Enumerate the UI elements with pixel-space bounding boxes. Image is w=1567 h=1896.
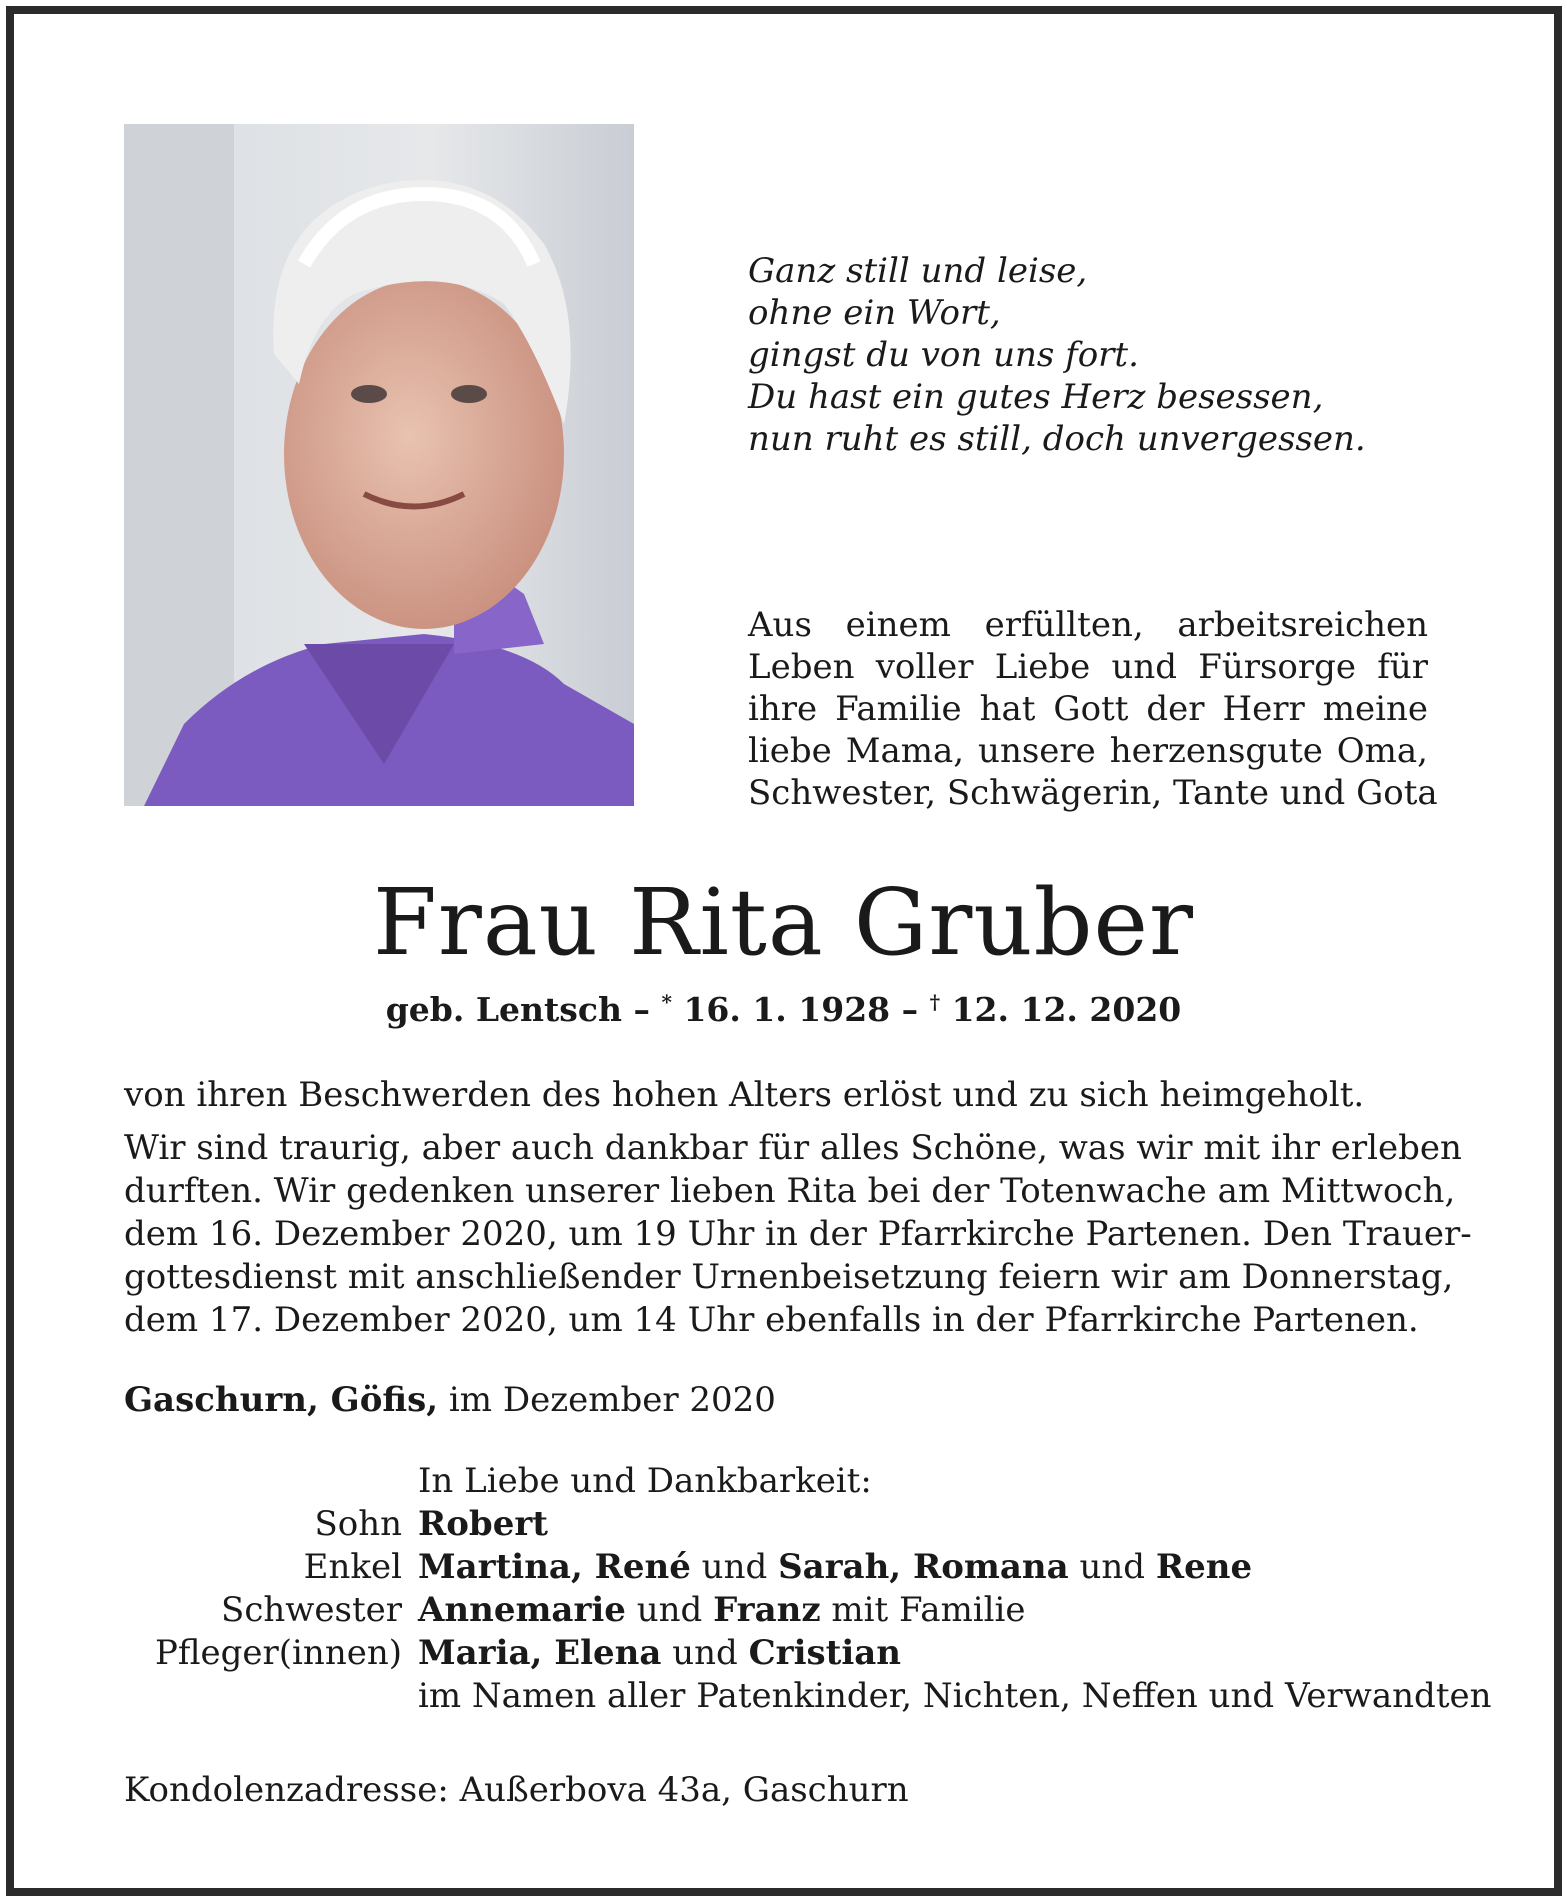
signer-role: Pfleger(innen) <box>154 1633 402 1673</box>
poem-line: gingst du von uns fort. <box>748 335 1139 375</box>
place-month: im Dezember 2020 <box>448 1380 776 1420</box>
body-line: dem 16. Dezember 2020, um 19 Uhr in der Pfarrkirche Partenen. Den Trauer- <box>124 1214 1472 1254</box>
signer-row <box>124 1546 1444 1589</box>
signer-names <box>418 1503 548 1546</box>
signer-row <box>124 1589 1444 1632</box>
birth-symbol: * <box>661 990 672 1014</box>
separator: – <box>901 990 919 1029</box>
life-dates <box>0 990 1567 1029</box>
signers-heading: In Liebe und Dankbarkeit: <box>418 1461 872 1501</box>
death-symbol: † <box>929 990 941 1014</box>
intro-line: ihre Familie hat Gott der Herr meine <box>748 689 1428 729</box>
signer-role: Schwester <box>221 1590 402 1630</box>
signer-name: Cristian <box>748 1633 902 1673</box>
signer-connector: und <box>690 1547 779 1587</box>
signer-name: Annemarie <box>418 1590 626 1630</box>
signer-name: Sarah, Romana <box>778 1547 1069 1587</box>
intro-line: Aus einem erfüllten, arbeitsreichen <box>748 605 1428 645</box>
signer-names <box>418 1589 1026 1632</box>
signer-row <box>124 1675 1492 1718</box>
intro-text <box>748 604 1438 814</box>
body-line: gottesdienst mit anschließender Urnenbeisetzung feiern wir am Donnerstag, <box>124 1257 1454 1297</box>
body-text <box>124 1074 1472 1342</box>
signer-connector: im Namen aller Patenkinder, Nichten, Neffen und Verwandten <box>418 1676 1492 1716</box>
place-names: Gaschurn, Göfis, <box>124 1380 439 1420</box>
signer-name: Maria, Elena <box>418 1633 662 1673</box>
signer-name: Robert <box>418 1504 548 1544</box>
signer-connector: und <box>661 1633 749 1673</box>
body-line: durften. Wir gedenken unserer lieben Rita bei der Totenwache am Mittwoch, <box>124 1171 1456 1211</box>
signer-name: Franz <box>713 1590 821 1630</box>
deceased-name: Frau Rita Gruber <box>373 869 1194 976</box>
signer-connector: und <box>625 1590 714 1630</box>
poem-line: nun ruht es still, doch unvergessen. <box>748 419 1366 459</box>
signer-row <box>124 1632 1444 1675</box>
signers-block <box>124 1460 1492 1718</box>
signer-row <box>124 1503 1444 1546</box>
portrait-photo-icon <box>124 124 634 806</box>
body-line: von ihren Beschwerden des hohen Alters erlöst und zu sich heimgeholt. <box>124 1075 1365 1115</box>
intro-line: Leben voller Liebe und Fürsorge für <box>748 647 1428 687</box>
signer-names <box>418 1546 1252 1589</box>
body-line: dem 17. Dezember 2020, um 14 Uhr ebenfalls in der Pfarrkirche Partenen. <box>124 1300 1419 1340</box>
body-line: Wir sind traurig, aber auch dankbar für alles Schöne, was wir mit ihr erleben <box>124 1128 1462 1168</box>
signer-name: Martina, René <box>418 1547 691 1587</box>
intro-line: Schwester, Schwägerin, Tante und Gota <box>748 773 1438 813</box>
signer-name: Rene <box>1155 1547 1253 1587</box>
signer-names <box>418 1675 1492 1718</box>
maiden-name: geb. Lentsch <box>385 990 622 1029</box>
place-date <box>124 1380 776 1420</box>
signer-role: Sohn <box>314 1504 402 1544</box>
signer-role: Enkel <box>303 1547 402 1587</box>
condolence-address: Kondolenzadresse: Außerbova 43a, Gaschurn <box>124 1770 909 1810</box>
death-date: 12. 12. 2020 <box>951 990 1182 1029</box>
poem <box>748 250 1448 460</box>
poem-line: Du hast ein gutes Herz besessen, <box>748 377 1324 417</box>
signer-names <box>418 1632 901 1675</box>
signer-connector: und <box>1068 1547 1156 1587</box>
separator: – <box>633 990 650 1029</box>
poem-line: ohne ein Wort, <box>748 293 1001 333</box>
signer-connector: mit Familie <box>820 1590 1026 1630</box>
intro-line: liebe Mama, unsere herzensgute Oma, <box>748 731 1428 771</box>
signer-role <box>124 1675 418 1718</box>
poem-line: Ganz still und leise, <box>748 251 1088 291</box>
birth-date: 16. 1. 1928 <box>683 990 891 1029</box>
portrait-photo <box>124 124 634 806</box>
